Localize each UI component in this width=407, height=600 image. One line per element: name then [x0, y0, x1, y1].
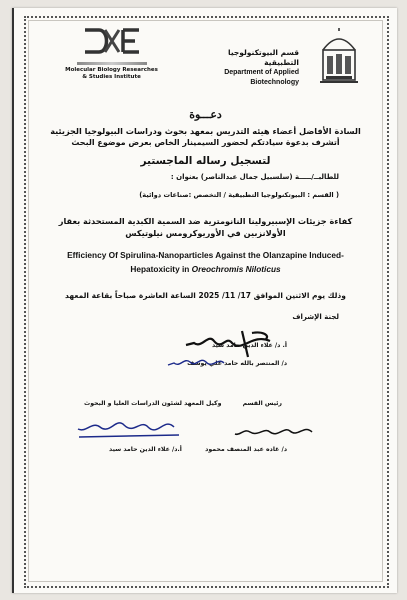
student-line: للطالبــ/ـــــة (سلسبيل جمال عبدالناصر) بعنوان : — [170, 173, 339, 181]
institute-name-line2: & Studies Institute — [82, 74, 141, 80]
vice-dean-title: وكيل المعهد لشئون الدراسات العليا و البحوث — [84, 400, 222, 407]
department-header — [199, 48, 299, 88]
thesis-title-en-2 — [14, 264, 397, 274]
department-name-en: Department of Applied Biotechnology — [224, 69, 299, 86]
institute-logo-block — [64, 26, 159, 81]
supervision-heading: لجنة الإشراف — [292, 313, 339, 321]
registration-heading: لتسجيل رساله الماجستير — [140, 155, 271, 167]
dna-logo-icon — [81, 26, 143, 56]
inner-border — [28, 20, 383, 582]
logo-divider — [77, 62, 147, 65]
seminar-date-line: وذلك يوم الاثنين الموافق 17/ 11/ 2025 الساعة العاشرة صباحاً بقاعة المعهد — [65, 291, 346, 300]
head-of-dept-name: د/ غاده عبد المنصف محمود — [205, 446, 287, 453]
thesis-title-en-species: Oreochromis Niloticus — [191, 264, 281, 274]
thesis-title-en-plain: Hepatoxicity in — [130, 264, 192, 274]
university-seal-block — [294, 26, 384, 90]
head-of-dept-title: رئيس القسم — [242, 400, 282, 407]
vice-dean-signature — [74, 413, 184, 443]
supervisor-1-name: أ. د/ علاء الدين حامد سيد — [211, 342, 287, 349]
university-seal-icon — [317, 26, 361, 86]
vice-dean-name: أ.د/ علاء الدين حامد سيد — [109, 446, 182, 453]
invitation-line-2: أتشرف بدعوة سيادتكم لحضور السيمينار الخاص بعرض موضوع البحث — [71, 138, 340, 147]
supervisor-2-signature — [166, 353, 228, 373]
head-of-dept-signature — [232, 420, 317, 444]
department-line: ( القسم : البيوتكنولوجيا التطبيقية / التخصص :صناعات دوائية) — [139, 191, 339, 199]
thesis-title-ar-1: كفاءة جزيئات الإسبيرولينا النانومترية ضد السمية الكبدية المستحدثة بعقار — [58, 216, 353, 226]
thesis-title-en-1: Efficiency Of Spirulina-Nanoparticles Against the Olanzapine Induced- — [67, 250, 344, 260]
invitation-document — [12, 8, 397, 593]
department-name-ar: قسم البيوتكنولوجيا التطبيقية — [228, 48, 299, 67]
institute-name-line1: Molecular Biology Researches — [65, 67, 158, 73]
supervisor-2-name: د/ المنتصر بالله حامد علي يوسف — [187, 360, 287, 367]
invitation-line-1: السادة الأفاضل أعضاء هيئه التدريس بمعهد بحوث ودراسات البيولوجيا الجزيئية — [50, 126, 361, 136]
invitation-title: دعـــوة — [189, 108, 222, 121]
thesis-title-ar-2: الأولانزبين في الأوريوكرومس نيلوتيكس — [125, 228, 286, 238]
